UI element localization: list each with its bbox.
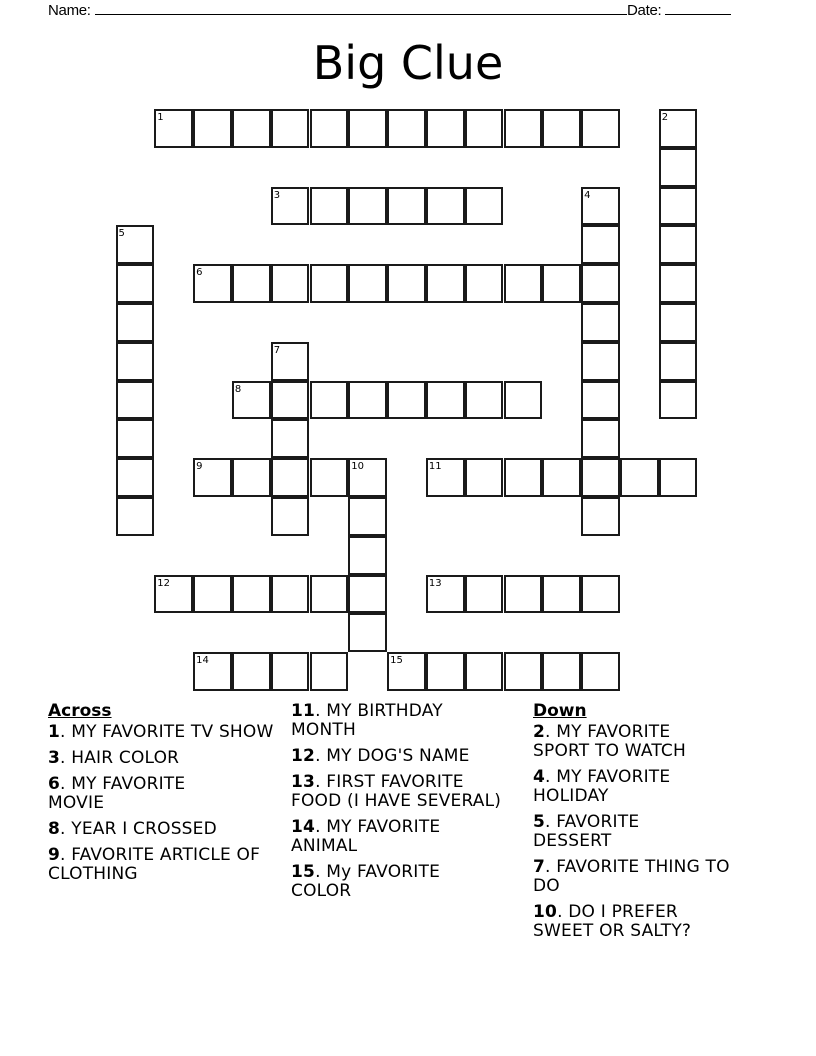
grid-cell[interactable] (348, 536, 387, 575)
clue-number: 4 (584, 189, 591, 201)
grid-cell[interactable] (348, 264, 387, 303)
grid-cell[interactable] (426, 381, 465, 420)
grid-cell[interactable] (542, 458, 581, 497)
grid-cell[interactable] (232, 109, 271, 148)
clue-number: 7 (273, 344, 281, 356)
grid-cell[interactable] (348, 109, 387, 148)
grid-cell[interactable] (348, 458, 387, 497)
grid-cell[interactable] (542, 264, 581, 303)
grid-cell[interactable] (581, 419, 620, 458)
clue-down-5: 5. FAVORITE DESSERT (533, 812, 640, 851)
grid-cell[interactable] (271, 264, 310, 303)
grid-cell[interactable] (465, 381, 504, 420)
grid-cell[interactable] (581, 264, 620, 303)
clue-number: 13 (428, 577, 442, 589)
grid-cell[interactable] (116, 419, 155, 458)
grid-cell[interactable] (465, 652, 504, 691)
date-field (627, 0, 731, 20)
grid-cell[interactable] (193, 109, 232, 148)
grid-cell[interactable] (116, 381, 155, 420)
grid-cell[interactable] (271, 652, 310, 691)
grid-cell[interactable] (504, 264, 543, 303)
grid-cell[interactable] (581, 458, 620, 497)
name-label: Name: (48, 2, 91, 19)
grid-cell[interactable] (465, 187, 504, 226)
grid-cell[interactable] (504, 575, 543, 614)
grid-cell[interactable] (426, 187, 465, 226)
grid-cell[interactable] (659, 225, 698, 264)
grid-cell[interactable] (581, 225, 620, 264)
grid-cell[interactable] (426, 575, 465, 614)
clue-number: 11 (428, 461, 442, 473)
clue-down-2: 2. MY FAVORITE SPORT TO WATCH (533, 722, 686, 761)
grid-cell[interactable] (581, 652, 620, 691)
across-heading: Across (48, 701, 112, 721)
grid-cell[interactable] (659, 187, 698, 226)
date-blank-line[interactable] (665, 0, 731, 15)
clue-across-14: 14. MY FAVORITE ANIMAL (291, 817, 441, 856)
puzzle-title: Big Clue (312, 36, 504, 90)
grid-cell[interactable] (426, 652, 465, 691)
grid-cell[interactable] (193, 575, 232, 614)
date-label: Date: (627, 2, 662, 19)
grid-cell[interactable] (387, 381, 426, 420)
grid-cell[interactable] (426, 458, 465, 497)
grid-cell[interactable] (581, 342, 620, 381)
grid-cell[interactable] (659, 303, 698, 342)
grid-cell[interactable] (154, 109, 193, 148)
grid-cell[interactable] (581, 381, 620, 420)
grid-cell[interactable] (232, 458, 271, 497)
grid-cell[interactable] (659, 109, 698, 148)
grid-cell[interactable] (310, 575, 349, 614)
grid-cell[interactable] (348, 613, 387, 652)
grid-cell[interactable] (387, 109, 426, 148)
grid-cell[interactable] (271, 109, 310, 148)
grid-cell[interactable] (581, 187, 620, 226)
clue-number: 12 (157, 577, 171, 589)
clue-down-10: 10. DO I PREFER SWEET OR SALTY? (533, 902, 692, 941)
grid-cell[interactable] (116, 458, 155, 497)
grid-cell[interactable] (310, 381, 349, 420)
grid-cell[interactable] (504, 381, 543, 420)
clue-across-13: 13. FIRST FAVORITE FOOD (I HAVE SEVERAL) (291, 772, 502, 811)
grid-cell[interactable] (310, 458, 349, 497)
grid-cell[interactable] (465, 458, 504, 497)
clue-across-11: 11. MY BIRTHDAY MONTH (291, 701, 443, 740)
grid-cell[interactable] (426, 109, 465, 148)
grid-cell[interactable] (465, 109, 504, 148)
grid-cell[interactable] (581, 575, 620, 614)
clue-across-12: 12. MY DOG'S NAME (291, 746, 470, 766)
grid-cell[interactable] (271, 458, 310, 497)
grid-cell[interactable] (581, 303, 620, 342)
grid-cell[interactable] (310, 264, 349, 303)
grid-cell[interactable] (271, 575, 310, 614)
grid-cell[interactable] (581, 497, 620, 536)
clue-number: 1 (157, 112, 164, 123)
grid-cell[interactable] (426, 264, 465, 303)
clue-number: 14 (196, 655, 209, 667)
clue-number: 3 (273, 189, 281, 201)
grid-cell[interactable] (348, 575, 387, 614)
clue-across-6: 6. MY FAVORITE MOVIE (48, 774, 186, 813)
grid-cell[interactable] (310, 652, 349, 691)
grid-cell[interactable] (116, 303, 155, 342)
grid-cell[interactable] (348, 187, 387, 226)
grid-cell[interactable] (116, 225, 155, 264)
grid-cell[interactable] (659, 458, 698, 497)
clue-number: 2 (661, 112, 669, 123)
grid-cell[interactable] (116, 342, 155, 381)
clue-across-15: 15. My FAVORITE COLOR (291, 862, 441, 901)
grid-cell[interactable] (271, 497, 310, 536)
grid-cell[interactable] (271, 342, 310, 381)
grid-cell[interactable] (193, 652, 232, 691)
grid-cell[interactable] (232, 381, 271, 420)
clue-down-4: 4. MY FAVORITE HOLIDAY (533, 767, 671, 806)
grid-cell[interactable] (348, 381, 387, 420)
grid-cell[interactable] (387, 187, 426, 226)
clue-number: 10 (351, 461, 365, 473)
grid-cell[interactable] (581, 109, 620, 148)
clue-down-7: 7. FAVORITE THING TO DO (533, 857, 730, 896)
clue-number: 9 (196, 461, 203, 473)
clue-number: 6 (196, 267, 203, 279)
across-clues-continued (291, 702, 523, 908)
grid-cell[interactable] (232, 575, 271, 614)
clue-across-3: 3. HAIR COLOR (48, 748, 180, 768)
grid-cell[interactable] (542, 109, 581, 148)
clue-number: 5 (118, 228, 125, 240)
grid-cell[interactable] (504, 652, 543, 691)
grid-cell[interactable] (154, 575, 193, 614)
grid-cell[interactable] (193, 264, 232, 303)
grid-cell[interactable] (542, 652, 581, 691)
clue-number: 15 (390, 655, 403, 667)
grid-cell[interactable] (348, 497, 387, 536)
grid-cell[interactable] (232, 264, 271, 303)
grid-cell[interactable] (387, 652, 426, 691)
grid-cell[interactable] (116, 497, 155, 536)
grid-cell[interactable] (504, 458, 543, 497)
across-clues (48, 702, 288, 891)
name-field (48, 0, 627, 20)
grid-cell[interactable] (659, 381, 698, 420)
grid-cell[interactable] (387, 264, 426, 303)
clue-across-8: 8. YEAR I CROSSED (48, 819, 217, 839)
grid-cell[interactable] (310, 109, 349, 148)
name-blank-line[interactable] (95, 0, 627, 15)
grid-cell[interactable] (659, 342, 698, 381)
clue-number: 8 (234, 383, 242, 395)
grid-cell[interactable] (271, 419, 310, 458)
grid-cell[interactable] (659, 264, 698, 303)
grid-cell[interactable] (465, 264, 504, 303)
grid-cell[interactable] (232, 652, 271, 691)
grid-cell[interactable] (271, 187, 310, 226)
grid-cell[interactable] (271, 381, 310, 420)
grid-cell[interactable] (116, 264, 155, 303)
down-heading: Down (533, 701, 587, 721)
grid-cell[interactable] (542, 575, 581, 614)
clue-across-1: 1. MY FAVORITE TV SHOW (48, 722, 274, 742)
grid-cell[interactable] (620, 458, 659, 497)
grid-cell[interactable] (465, 575, 504, 614)
grid-cell[interactable] (193, 458, 232, 497)
clue-across-9: 9. FAVORITE ARTICLE OF CLOTHING (48, 845, 261, 884)
down-clues (533, 702, 763, 948)
grid-cell[interactable] (504, 109, 543, 148)
grid-cell[interactable] (659, 148, 698, 187)
grid-cell[interactable] (310, 187, 349, 226)
